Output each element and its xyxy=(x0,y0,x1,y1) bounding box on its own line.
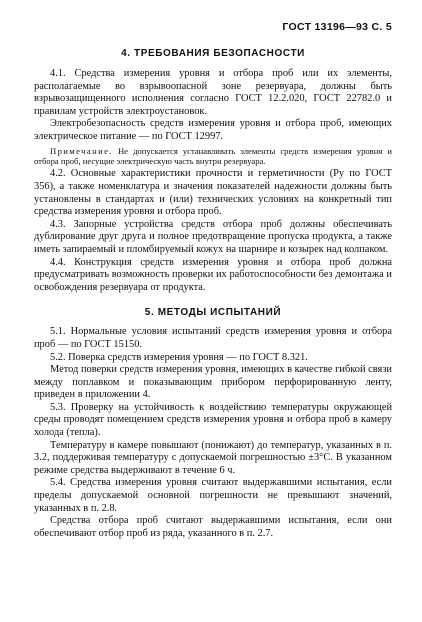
section-4-title: 4. ТРЕБОВАНИЯ БЕЗОПАСНОСТИ xyxy=(121,48,305,59)
paragraph-5-4: 5.4. Средства измерения уровня считают выдержавшими испытания, если пределы допускаемой основной погрешности не превышают значений, указанных в п. 2.8. xyxy=(34,477,392,514)
paragraph-verification-method: Метод поверки средств измерения уровня, имеющих в качестве гибкой связи между поплавком и показывающим прибором перфорированную ленту, приведен в приложении 4. xyxy=(34,364,392,401)
note xyxy=(34,146,392,167)
paragraph-4-1: 4.1. Средства измерения уровня и отбора проб или их элементы, располагаемые во взрывоопасной зоне резервуара, должны быть взрывозащищенного исполнения согласно ГОСТ 12.2.020, ГОСТ 22782.0 и правилам устройств электроустановок. xyxy=(34,68,392,117)
paragraph-5-2: 5.2. Поверка средств измерения уровня — по ГОСТ 8.321. xyxy=(50,351,308,363)
paragraph-4-4: 4.4. Конструкция средств измерения уровня и отбора проб должна предусматривать возможность проверки их работоспособности без демонтажа и освобождения резервуара от продукта. xyxy=(34,256,392,293)
paragraph-sampling-test: Средства отбора проб считают выдержавшими испытания, если они обеспечивают отбор проб из ряда, указанного в п. 2.7. xyxy=(34,515,392,539)
running-head: ГОСТ 13196—93 С. 5 xyxy=(282,21,392,33)
paragraph-4-2: 4.2. Основные характеристики прочности и герметичности (Pу по ГОСТ 356), а также номенклатура и значения показателей надежности должны быть установлены в стандартах и (или) технических условиях на конкретный тип средства измерения уровня и отбора проб. xyxy=(34,168,392,218)
paragraph-temperature: Температуру в камере повышают (понижают) до температур, указанных в п. 3.2, поддерживая температуру с допускаемой погрешностью ±3°С. В указанном режиме средства выдерживают в течение 6 ч. xyxy=(34,439,392,476)
paragraph-5-3: 5.3. Проверку на устойчивость к воздействию температуры окружающей среды проводят помещением средств измерения уровня и отбора проб в камеру холода (тепла). xyxy=(34,401,392,439)
paragraph-4-3: 4.3. Запорные устройства средств отбора проб должны обеспечивать дублирование друг друга и полное предотвращение пропуска продукта, а также иметь запираемый и пломбируемый кожух на шарнире и козырек над колпаком. xyxy=(34,218,392,255)
note-text: Не допускается устанавливать элементы средств измерения уровня и отбора проб, несущие электрическую часть внутри резервуара. xyxy=(34,145,392,166)
paragraph-5-1: 5.1. Нормальные условия испытаний средств измерения уровня и отбора проб — по ГОСТ 15150. xyxy=(34,326,392,350)
note-label: Примечание. xyxy=(50,145,113,156)
paragraph-electrical-safety: Электробезопасность средств измерения уровня и отбора проб, имеющих электрическое питание — по ГОСТ 12997. xyxy=(34,118,392,142)
section-5-title: 5. МЕТОДЫ ИСПЫТАНИЙ xyxy=(144,307,282,319)
